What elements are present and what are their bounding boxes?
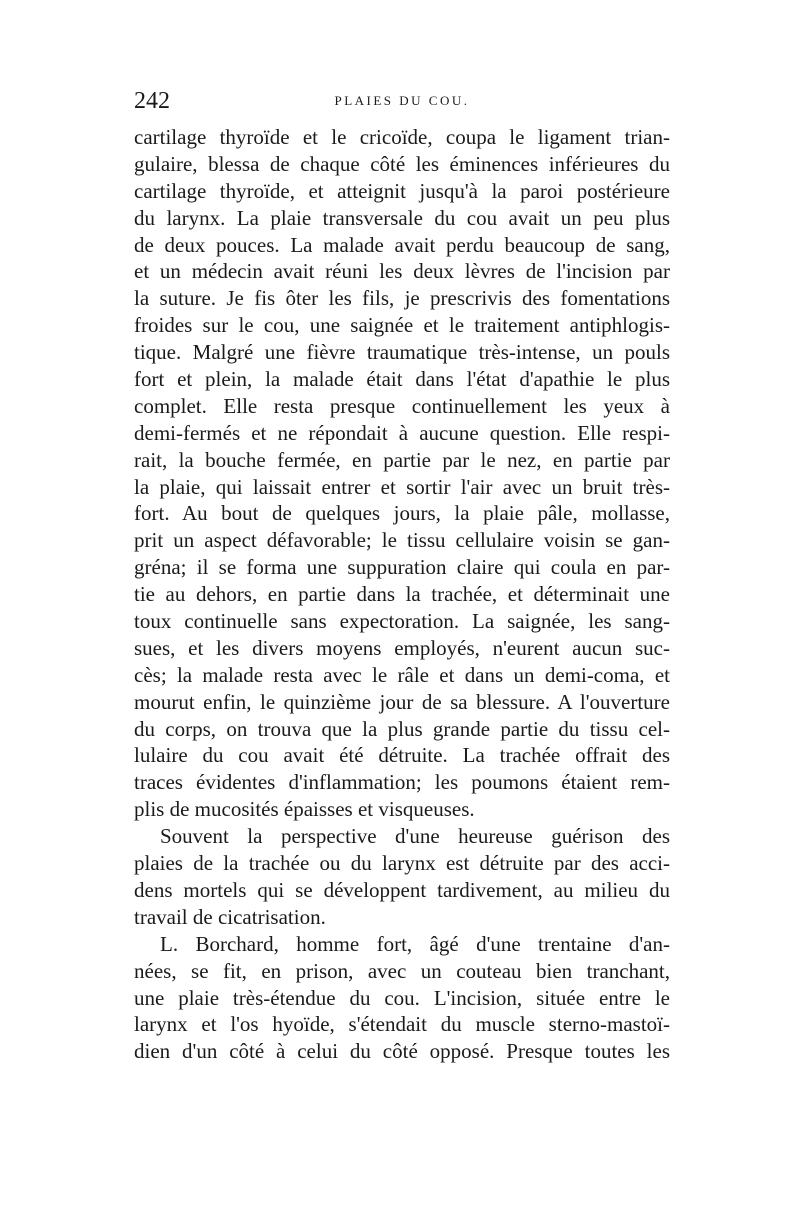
text-line: et un médecin avait réuni les deux lèvres de l'incision par [134,259,670,284]
paragraph-3 [134,931,670,1065]
text-line: du larynx. La plaie transversale du cou avait un peu plus [134,205,670,230]
text-line: tique. Malgré une fièvre traumatique très-intense, un pouls [134,340,670,365]
text-line: demi-fermés et ne répondait à aucune question. Elle respi- [134,420,670,445]
text-line: dien d'un côté à celui du côté opposé. Presque toutes les [134,1039,670,1064]
paragraph-1 [134,124,670,823]
text-line: gulaire, blessa de chaque côté les éminences inférieures du [134,151,670,176]
text-line: traces évidentes d'inflammation; les poumons étaient rem- [134,770,670,795]
text-line: larynx et l'os hyoïde, s'étendait du muscle sterno-mastoï- [134,1012,670,1037]
text-line: nées, se fit, en prison, avec un couteau bien tranchant, [134,958,670,983]
text-line: du corps, on trouva que la plus grande partie du tissu cel- [134,716,670,741]
text-line: mourut enfin, le quinzième jour de sa blessure. A l'ouverture [134,689,670,714]
text-line: travail de cicatrisation. [134,904,326,929]
page-number: 242 [134,88,170,114]
text-line: Souvent la perspective d'une heureuse guérison des [160,824,670,849]
text-line: cès; la malade resta avec le râle et dans un demi-coma, et [134,662,670,687]
text-line: fort et plein, la malade était dans l'état d'apathie le plus [134,367,670,392]
text-line: sues, et les divers moyens employés, n'eurent aucun suc- [134,635,670,660]
text-line: toux continuelle sans expectoration. La saignée, les sang- [134,609,670,634]
body-text [134,124,670,1065]
text-line: froides sur le cou, une saignée et le traitement antiphlogis- [134,313,670,338]
text-line: prit un aspect défavorable; le tissu cellulaire voisin se gan- [134,528,670,553]
text-line: tie au dehors, en partie dans la trachée, et déterminait une [134,582,670,607]
text-line: cartilage thyroïde, et atteignit jusqu'à la paroi postérieure [134,178,670,203]
text-line: lulaire du cou avait été détruite. La trachée offrait des [134,743,670,768]
text-line: complet. Elle resta presque continuellement les yeux à [134,393,670,418]
page-header [134,88,670,114]
text-line: la plaie, qui laissait entrer et sortir l'air avec un bruit très- [134,474,670,499]
text-line: une plaie très-étendue du cou. L'incision, située entre le [134,985,670,1010]
text-line: de deux pouces. La malade avait perdu beaucoup de sang, [134,232,670,257]
text-line: L. Borchard, homme fort, âgé d'une trentaine d'an- [160,931,670,956]
text-line: la suture. Je fis ôter les fils, je prescrivis des fomentations [134,286,670,311]
text-line: dens mortels qui se développent tardivement, au milieu du [134,877,670,902]
paragraph-2 [134,823,670,931]
text-line: gréna; il se forma une suppuration claire qui coula en par- [134,555,670,580]
text-line: cartilage thyroïde et le cricoïde, coupa le ligament trian- [134,125,670,149]
running-title: PLAIES DU COU. [334,93,470,108]
text-line: rait, la bouche fermée, en partie par le nez, en partie par [134,447,670,472]
text-line: fort. Au bout de quelques jours, la plaie pâle, mollasse, [134,501,670,526]
text-line: plaies de la trachée ou du larynx est détruite par des acci- [134,851,670,876]
text-line: plis de mucosités épaisses et visqueuses. [134,797,475,822]
